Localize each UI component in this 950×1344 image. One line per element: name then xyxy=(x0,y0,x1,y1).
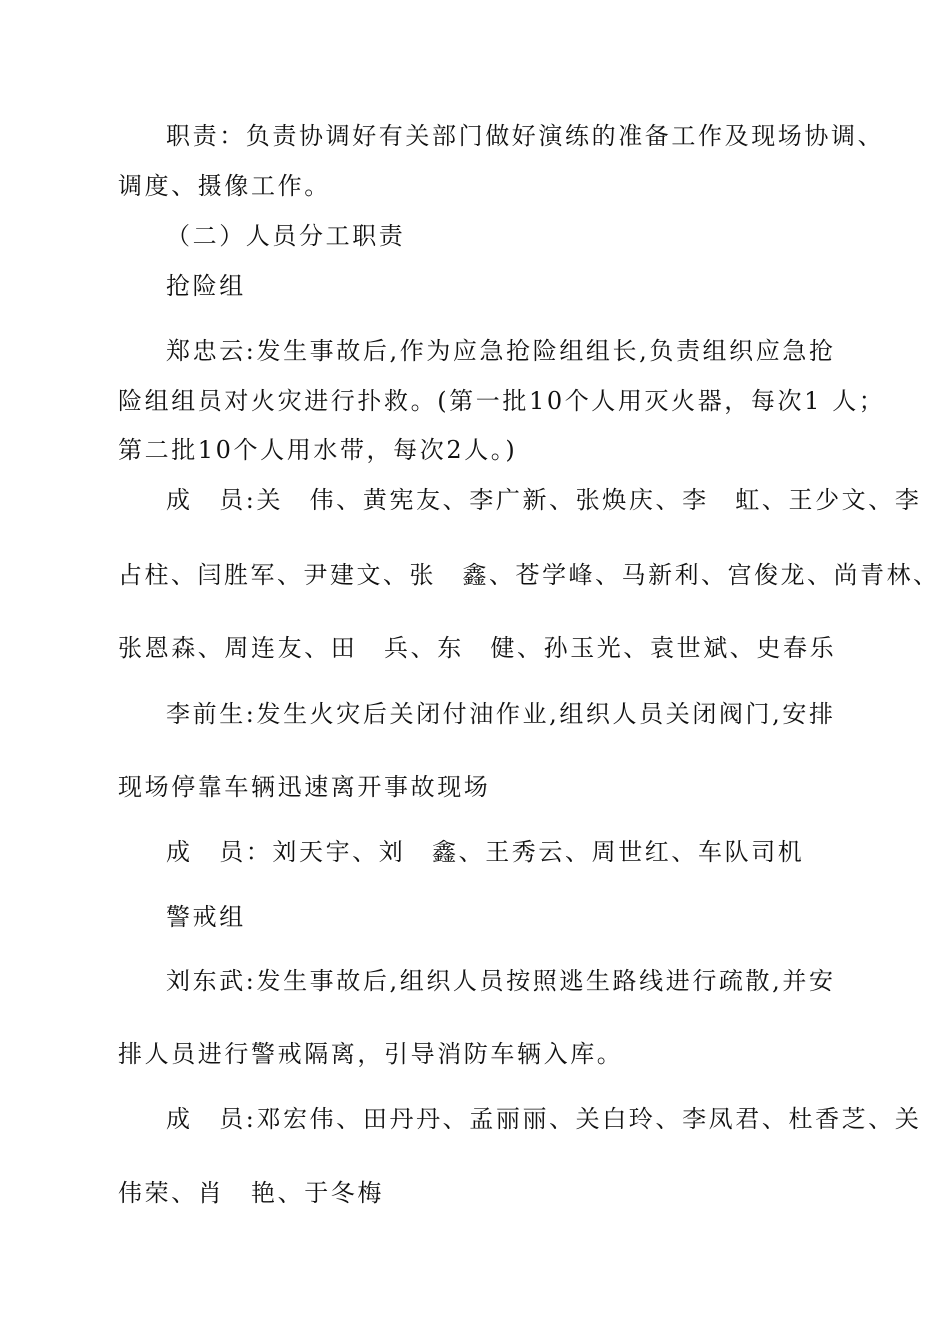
rescue-members-line-3: 张恩森、周连友、田 兵、东 健、孙玉光、袁世斌、史春乐 xyxy=(118,634,837,662)
cordon-members-line-1: 成 员:邓宏伟、田丹丹、孟丽丽、关白玲、李凤君、杜香芝、关 xyxy=(166,1105,922,1133)
shutdown-leader-line-1: 李前生:发生火灾后关闭付油作业,组织人员关闭阀门,安排 xyxy=(166,700,836,728)
rescue-leader-line-2: 险组组员对火灾进行扑救。(第一批10个人用灭火器，每次1 人； xyxy=(118,387,886,415)
rescue-members-line-1: 成 员:关 伟、黄宪友、李广新、张焕庆、李 虹、王少文、李 xyxy=(166,486,922,514)
group-heading-rescue: 抢险组 xyxy=(166,272,246,300)
cordon-leader-line-2: 排人员进行警戒隔离，引导消防车辆入库。 xyxy=(118,1040,624,1068)
shutdown-members-line: 成 员：刘天宇、刘 鑫、王秀云、周世红、车队司机 xyxy=(166,838,805,866)
rescue-members-line-2: 占柱、闫胜军、尹建文、张 鑫、苍学峰、马新利、宫俊龙、尚青林、 xyxy=(118,561,940,589)
shutdown-leader-line-2: 现场停靠车辆迅速离开事故现场 xyxy=(118,773,491,801)
rescue-leader-line-1: 郑忠云:发生事故后,作为应急抢险组组长,负责组织应急抢 xyxy=(166,337,836,365)
duty-line-2: 调度、摄像工作。 xyxy=(118,172,331,200)
rescue-leader-line-3: 第二批10个人用水带，每次2人。) xyxy=(118,436,518,464)
cordon-leader-line-1: 刘东武:发生事故后,组织人员按照逃生路线进行疏散,并安 xyxy=(166,967,836,995)
group-heading-cordon: 警戒组 xyxy=(166,903,246,931)
duty-line-1: 职责：负责协调好有关部门做好演练的准备工作及现场协调、 xyxy=(166,122,885,150)
cordon-members-line-2: 伟荣、肖 艳、于冬梅 xyxy=(118,1179,384,1207)
section-heading: （二）人员分工职责 xyxy=(166,222,406,250)
